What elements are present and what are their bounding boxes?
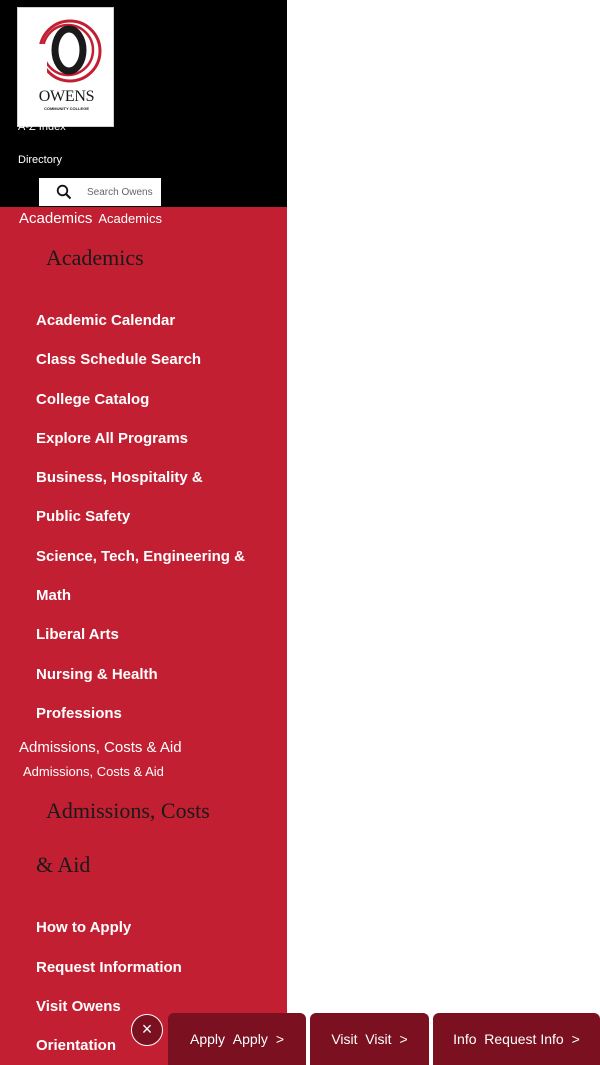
- chevron-right-icon: >: [571, 1031, 580, 1047]
- nav-professions[interactable]: Professions: [36, 705, 122, 722]
- apply-button[interactable]: [168, 1013, 306, 1065]
- nav-public-safety[interactable]: Public Safety: [36, 508, 131, 525]
- search-icon[interactable]: [56, 184, 72, 200]
- nav-orientation[interactable]: Orientation: [36, 1037, 117, 1054]
- directory-link[interactable]: Directory: [18, 154, 63, 166]
- search-input[interactable]: [87, 184, 157, 200]
- request-info-button[interactable]: [433, 1013, 600, 1065]
- academics-heading-dup: Academics: [98, 211, 162, 226]
- owens-logo[interactable]: [17, 7, 114, 127]
- nav-business-hospitality[interactable]: Business, Hospitality &: [36, 469, 203, 486]
- admissions-title-line2: & Aid: [36, 852, 91, 877]
- nav-how-to-apply[interactable]: How to Apply: [36, 919, 132, 936]
- chevron-right-icon: >: [275, 1031, 285, 1047]
- search-box[interactable]: [39, 178, 161, 206]
- visit-button[interactable]: [310, 1013, 429, 1065]
- academics-section-heading[interactable]: [19, 210, 162, 227]
- nav-academic-calendar[interactable]: Academic Calendar: [36, 312, 176, 329]
- apply-button-label: Apply: [189, 1031, 226, 1047]
- nav-science-tech-engineering[interactable]: Science, Tech, Engineering &: [36, 548, 245, 565]
- logo-subtitle: COMMUNITY COLLEGE: [43, 106, 90, 111]
- admissions-section-subheading[interactable]: Admissions, Costs & Aid: [23, 764, 164, 779]
- close-cta-bar-button[interactable]: ×: [131, 1014, 163, 1046]
- nav-liberal-arts[interactable]: Liberal Arts: [36, 626, 119, 643]
- az-index-link[interactable]: A-Z Index: [18, 121, 66, 133]
- info-button-label-dup: Request Info: [484, 1031, 564, 1047]
- nav-visit-owens[interactable]: Visit Owens: [36, 998, 121, 1015]
- owens-logo-mark-icon: [18, 8, 115, 88]
- academics-title: [36, 231, 266, 285]
- nav-class-schedule-search[interactable]: Class Schedule Search: [36, 351, 202, 368]
- logo-wordmark: OWENS: [38, 88, 95, 105]
- visit-button-label-dup: Visit: [365, 1031, 392, 1047]
- apply-button-label-dup: Apply: [232, 1031, 268, 1047]
- admissions-title: [36, 784, 266, 892]
- academics-title-text: Academics: [46, 245, 144, 270]
- nav-math[interactable]: Math: [36, 587, 71, 604]
- admissions-title-line1: Admissions, Costs: [46, 798, 210, 823]
- nav-request-information[interactable]: Request Information: [36, 959, 182, 976]
- nav-nursing-health[interactable]: Nursing & Health: [36, 666, 158, 683]
- academics-heading-label: Academics: [19, 210, 93, 227]
- visit-button-label: Visit: [331, 1031, 358, 1047]
- nav-header: [0, 0, 287, 207]
- admissions-section-heading[interactable]: Admissions, Costs & Aid: [19, 739, 182, 756]
- chevron-right-icon: >: [399, 1031, 408, 1047]
- nav-college-catalog[interactable]: College Catalog: [36, 391, 150, 408]
- side-nav-panel: [0, 0, 287, 1065]
- info-button-label: Info: [453, 1031, 477, 1047]
- nav-explore-all-programs[interactable]: Explore All Programs: [36, 430, 188, 447]
